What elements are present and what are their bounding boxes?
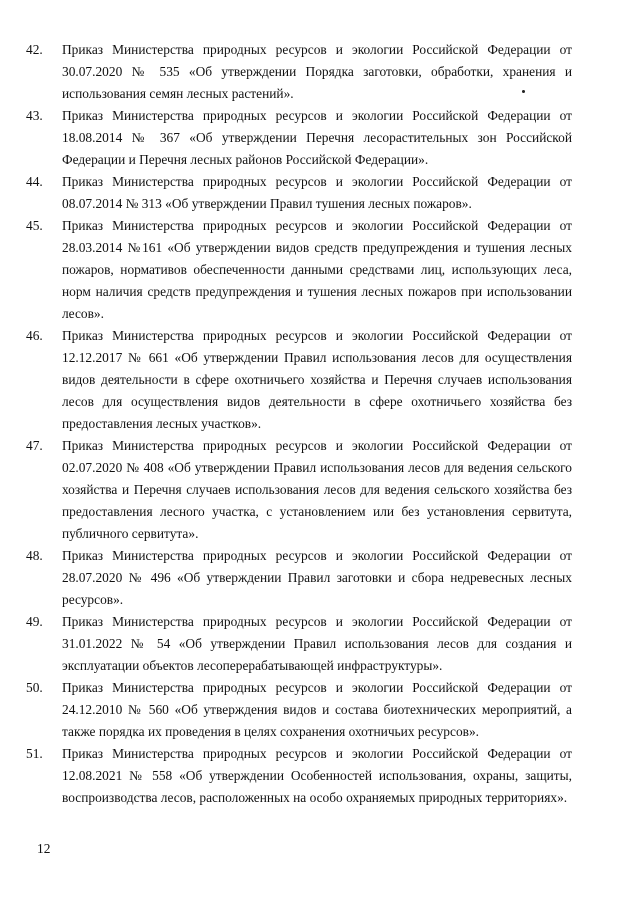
list-item-text: Приказ Министерства природных ресурсов и экологии Российской Федерации от 12.08.2021 № 558 «Об утверждении Особенностей использования, охраны, защиты, воспроизводства лесов, расположенных на особо охраняемых природных территориях».: [62, 746, 572, 805]
list-item-text: Приказ Министерства природных ресурсов и экологии Российской Федерации от 02.07.2020 № 408 «Об утверждении Правил использования лесов для ведения сельского хозяйства и Перечня случаев использования лесов для ведения сельского хозяйства без предоставления лесного участка, с установлением или без установления сервитута, публичного сервитута».: [62, 438, 572, 541]
list-item: [26, 545, 572, 611]
list-item-number: 45.: [26, 218, 43, 233]
list-item: [26, 215, 572, 325]
list-item: [26, 611, 572, 677]
legal-act-list: [26, 39, 572, 809]
list-item-number: 47.: [26, 438, 43, 453]
list-item: [26, 39, 572, 105]
list-item-text: Приказ Министерства природных ресурсов и экологии Российской Федерации от 28.03.2014 №161 «Об утверждении видов средств предупреждения и тушения лесных пожаров, нормативов обеспеченности данными средствами лиц, использующих леса, норм наличия средств предупреждения и тушения лесных пожаров при использовании лесов».: [62, 218, 572, 321]
list-item: [26, 171, 572, 215]
list-item: [26, 105, 572, 171]
list-item-text: Приказ Министерства природных ресурсов и экологии Российской Федерации от 30.07.2020 № 535 «Об утверждении Порядка заготовки, обработки, хранения и использования семян лесных растений».: [62, 42, 572, 101]
list-item-text: Приказ Министерства природных ресурсов и экологии Российской Федерации от 18.08.2014 № 367 «Об утверждении Перечня лесорастительных зон Российской Федерации и Перечня лесных районов Российской Федерации».: [62, 108, 572, 167]
list-item-text: Приказ Министерства природных ресурсов и экологии Российской Федерации от 12.12.2017 № 661 «Об утверждении Правил использования лесов для осуществления видов деятельности в сфере охотничьего хозяйства и Перечня случаев использования лесов для осуществления видов деятельности в сфере охотничьего хозяйства без предоставления лесных участков».: [62, 328, 572, 431]
list-item: [26, 435, 572, 545]
list-item-text: Приказ Министерства природных ресурсов и экологии Российской Федерации от 24.12.2010 № 560 «Об утверждения видов и состава биотехнических мероприятий, а также порядка их проведения в целях сохранения охотничьих ресурсов».: [62, 680, 572, 739]
list-item-text: Приказ Министерства природных ресурсов и экологии Российской Федерации от 08.07.2014 № 313 «Об утверждении Правил тушения лесных пожаров».: [62, 174, 572, 211]
list-item-number: 48.: [26, 548, 43, 563]
list-item: [26, 743, 572, 809]
list-item-number: 42.: [26, 42, 43, 57]
list-item-number: 51.: [26, 746, 43, 761]
list-item-number: 49.: [26, 614, 43, 629]
list-item-number: 50.: [26, 680, 43, 695]
list-item-text: Приказ Министерства природных ресурсов и экологии Российской Федерации от 31.01.2022 № 54 «Об утверждении Правил использования лесов для создания и эксплуатации объектов лесоперерабатывающей инфраструктуры».: [62, 614, 572, 673]
list-item-number: 43.: [26, 108, 43, 123]
list-item-text: Приказ Министерства природных ресурсов и экологии Российской Федерации от 28.07.2020 № 496 «Об утверждении Правил заготовки и сбора недревесных лесных ресурсов».: [62, 548, 572, 607]
page-number: 12: [37, 841, 51, 856]
list-item: [26, 325, 572, 435]
list-item: [26, 677, 572, 743]
list-item-number: 44.: [26, 174, 43, 189]
list-item-number: 46.: [26, 328, 43, 343]
